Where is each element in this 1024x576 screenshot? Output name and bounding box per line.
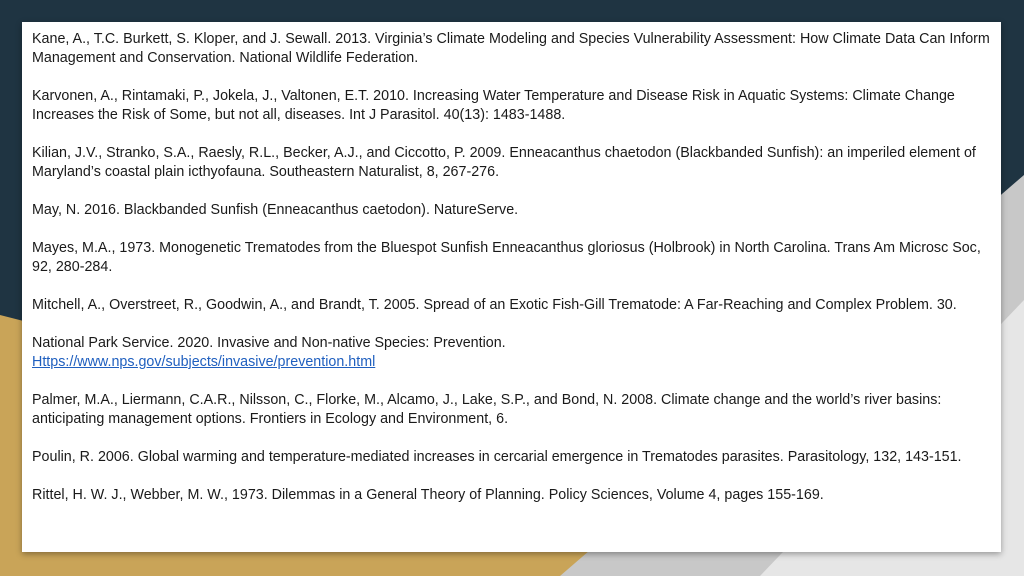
reference-text: National Park Service. 2020. Invasive and Non-native Species: Prevention.: [32, 335, 506, 351]
reference-entry: [32, 239, 991, 277]
reference-entry: [32, 87, 991, 125]
reference-text: Poulin, R. 2006. Global warming and temperature-mediated increases in cercarial emergence in Trematodes parasites. Parasitology, 132, 143-151.: [32, 449, 962, 465]
reference-entry: [32, 486, 991, 505]
reference-link[interactable]: Https://www.nps.gov/subjects/invasive/prevention.html: [32, 354, 376, 370]
reference-text: Kilian, J.V., Stranko, S.A., Raesly, R.L., Becker, A.J., and Ciccotto, P. 2009. Enneacanthus chaetodon (Blackbanded Sunfish): an imperiled element of Maryland’s coastal plain icthyofauna. Southeastern Naturalist, 8, 267-276.: [32, 145, 976, 180]
reference-text: Rittel, H. W. J., Webber, M. W., 1973. Dilemmas in a General Theory of Planning. Policy Sciences, Volume 4, pages 155-169.: [32, 487, 824, 503]
reference-entry: [32, 144, 991, 182]
reference-entry: [32, 30, 991, 68]
reference-text: Karvonen, A., Rintamaki, P., Jokela, J., Valtonen, E.T. 2010. Increasing Water Temperature and Disease Risk in Aquatic Systems: Climate Change Increases the Risk of Some, but not all, diseases. Int J Parasitol. 40(13): 1483-1488.: [32, 88, 955, 123]
reference-entry: [32, 201, 991, 220]
reference-text: Mitchell, A., Overstreet, R., Goodwin, A., and Brandt, T. 2005. Spread of an Exotic Fish-Gill Trematode: A Far-Reaching and Complex Problem. 30.: [32, 297, 957, 313]
reference-entry: [32, 448, 991, 467]
reference-entry: [32, 334, 991, 372]
reference-entry: [32, 391, 991, 429]
reference-text: May, N. 2016. Blackbanded Sunfish (Enneacanthus caetodon). NatureServe.: [32, 202, 519, 218]
reference-text: Mayes, M.A., 1973. Monogenetic Trematodes from the Bluespot Sunfish Enneacanthus gloriosus (Holbrook) in North Carolina. Trans Am Microsc Soc, 92, 280-284.: [32, 240, 981, 275]
reference-entry: [32, 296, 991, 315]
reference-text: Kane, A., T.C. Burkett, S. Kloper, and J. Sewall. 2013. Virginia’s Climate Modeling and Species Vulnerability Assessment: How Climate Data Can Inform Management and Conservation. National Wildlife Federation.: [32, 31, 990, 66]
references-card: [22, 22, 1001, 552]
reference-text: Palmer, M.A., Liermann, C.A.R., Nilsson, C., Florke, M., Alcamo, J., Lake, S.P., and Bond, N. 2008. Climate change and the world’s river basins: anticipating management options. Frontiers in Ecology and Environment, 6.: [32, 392, 942, 427]
